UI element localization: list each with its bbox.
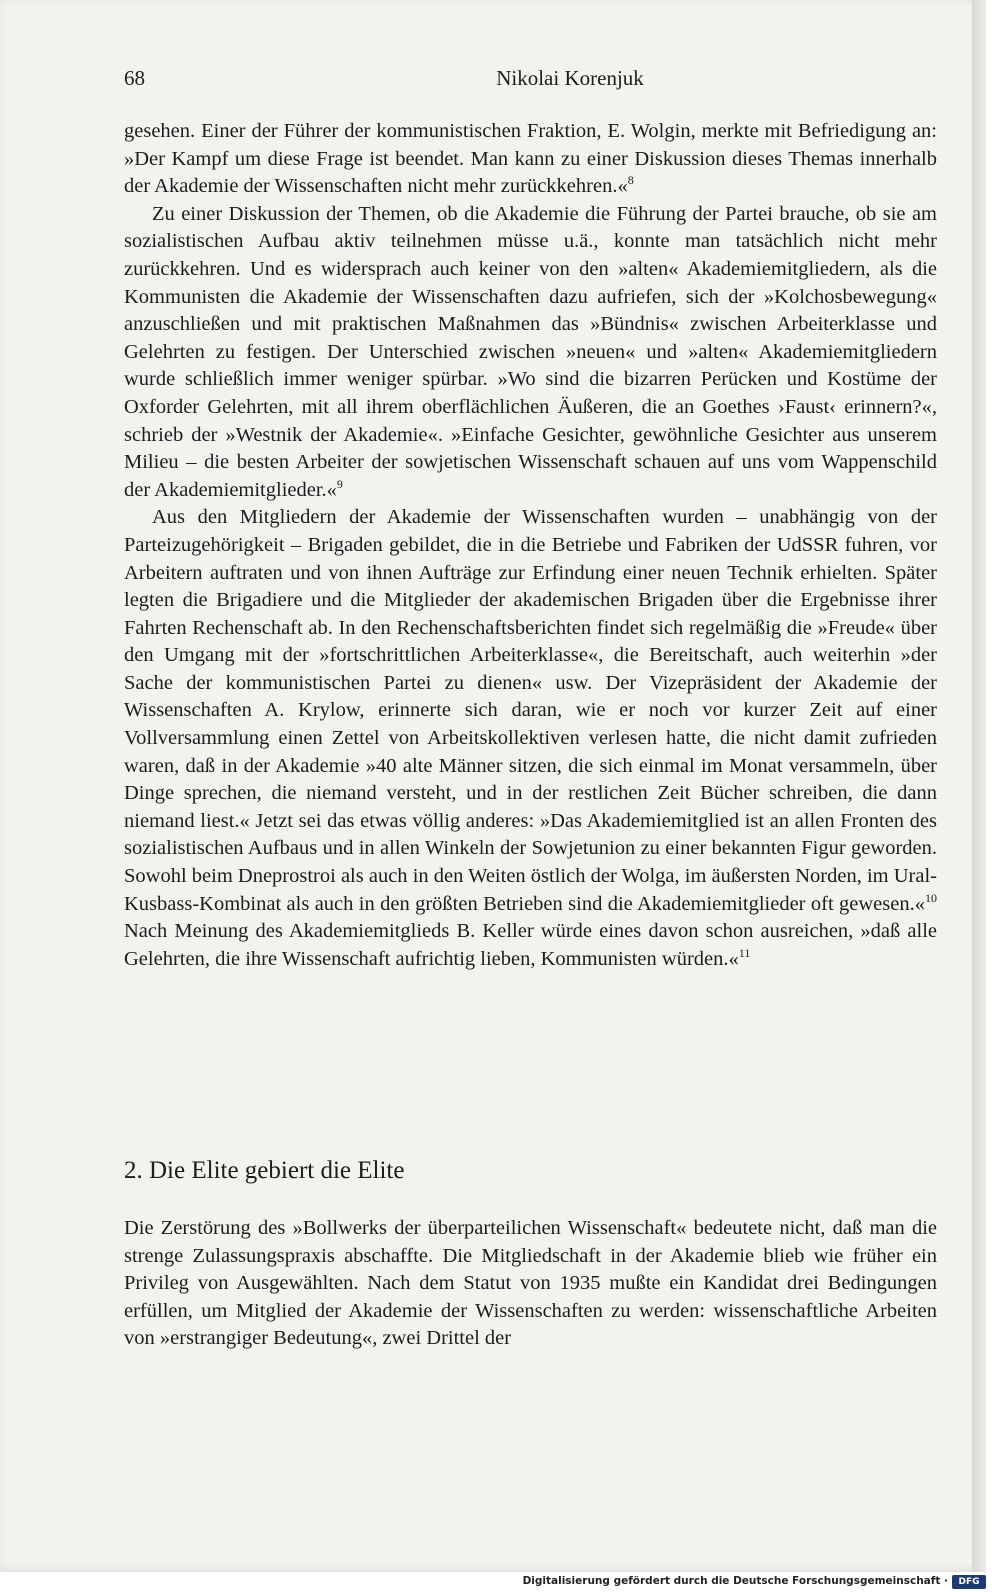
dfg-logo-icon: DFG <box>952 1575 986 1589</box>
paragraph-1 <box>124 118 937 201</box>
footnote-marker-10: 10 <box>925 890 937 905</box>
paragraph-3 <box>124 504 937 973</box>
footnote-marker-11: 11 <box>738 945 751 960</box>
paragraph-3-continuation: Nach Meinung des Akademiemitglieds B. Keller würde eines davon schon ausreichen, »daß alle Gelehrten, die ihre Wissenschaft aufrichtig lieben, Kommunisten würden.« <box>124 920 937 970</box>
running-head <box>124 66 936 96</box>
running-title-author: Nikolai Korenjuk <box>496 66 644 90</box>
funding-credit: Digitalisierung gefördert durch die Deutsche Forschungsgemeinschaft · <box>522 1575 948 1587</box>
paragraph-2 <box>124 201 937 505</box>
footnote-marker-8: 8 <box>627 173 634 188</box>
page-edge-shadow <box>972 0 986 1572</box>
body-text <box>124 118 937 973</box>
paragraph-2-text: Zu einer Diskussion der Themen, ob die Akademie die Führung der Partei brauche, ob sie am sozialistischen Aufbau aktiv teilnehmen müsse u.ä., konnte man tatsächlich nicht mehr zurückkehren. Und es widersprach auch keiner von den »alten« Akademiemitgliedern, als die Kommunisten die Akademie der Wissenschaften dazu aufriefen, sich der »Kolchosbewegung« anzuschließen und mit praktischen Maßnahmen das »Bündnis« zwischen Arbeiterklasse und Gelehrten zu festigen. Der Unterschied zwischen »neuen« und »alten« Akademiemitgliedern wurde schließlich immer weniger spürbar. »Wo sind die bizarren Perücken und Kostüme der Oxforder Gelehrten, mit all ihrem oberflächlichen Äußeren, die an Goethes ›Faust‹ erinnern?«, schrieb der »Westnik der Akademie«. »Einfache Gesichter, gewöhnliche Gesichter aus unserem Milieu – die besten Arbeiter der sowjetischen Wissenschaft schauen auf uns vom Wappenschild der Akademiemitglieder.« <box>124 202 937 501</box>
digitization-footer <box>0 1572 1000 1592</box>
page-number: 68 <box>124 66 145 90</box>
section-heading: 2. Die Elite gebiert die Elite <box>124 1157 405 1184</box>
paragraph-1-text: gesehen. Einer der Führer der kommunistischen Fraktion, E. Wolgin, merkte mit Befriedigung an: »Der Kampf um diese Frage ist beendet. Man kann zu einer Diskussion dieses Themas innerhalb der Akademie der Wissenschaften nicht mehr zurückkehren.« <box>124 120 937 198</box>
footnote-marker-9: 9 <box>336 476 343 491</box>
section-paragraph: Die Zerstörung des »Bollwerks der überparteilichen Wissenschaft« bedeutete nicht, daß man die strenge Zulassungspraxis abschaffte. Die Mitgliedschaft in der Akademie blieb wie früher ein Privileg von Ausgewählten. Nach dem Statut von 1935 mußte ein Kandidat drei Bedingungen erfüllen, um Mitglied der Akademie der Wissenschaften zu werden: wissenschaftliche Arbeiten von »erstrangiger Bedeutung«, zwei Drittel der <box>124 1217 937 1350</box>
section-text <box>124 1215 937 1353</box>
paragraph-3-text: Aus den Mitgliedern der Akademie der Wissenschaften wurden – unabhängig von der Parteizugehörigkeit – Brigaden gebildet, die in die Betriebe und Fabriken der UdSSR fuhren, vor Arbeitern auftraten und von ihnen Aufträge zur Erfindung einer neuen Technik erhielten. Später legten die Brigadiere und die Mitglieder der akademischen Brigaden über die Ergebnisse ihrer Fahrten Rechenschaft ab. In den Rechenschaftsberichten findet sich regelmäßig die »Freude« über den Umgang mit der »fortschrittlichen Arbeiterklasse«, die Bereitschaft, auch weiterhin »der Sache der kommunistischen Partei zu dienen« usw. Der Vizepräsident der Akademie der Wissenschaften A. Krylow, erinnerte sich daran, wie er noch vor kurzer Zeit auf einer Vollversammlung einen Zettel von Arbeitskollektiven verlesen hatte, die nicht damit zufrieden waren, daß in der Akademie »40 alte Männer sitzen, die sich einmal im Monat versammeln, über Dinge sprechen, die niemand versteht, und in der restlichen Zeit Bücher schreiben, die dann niemand liest.« Jetzt sei das etwas völlig anderes: »Das Akademiemitglied ist an allen Fronten des sozialistischen Aufbaus und in allen Winkeln der Sowjetunion zu einer bekannten Figur geworden. Sowohl beim Dneprostroi als auch in den Weiten östlich der Wolga, im äußersten Norden, im Ural-Kusbass-Kombinat als auch in den größten Betrieben sind die Akademiemitglieder oft gewesen.« <box>124 506 937 915</box>
